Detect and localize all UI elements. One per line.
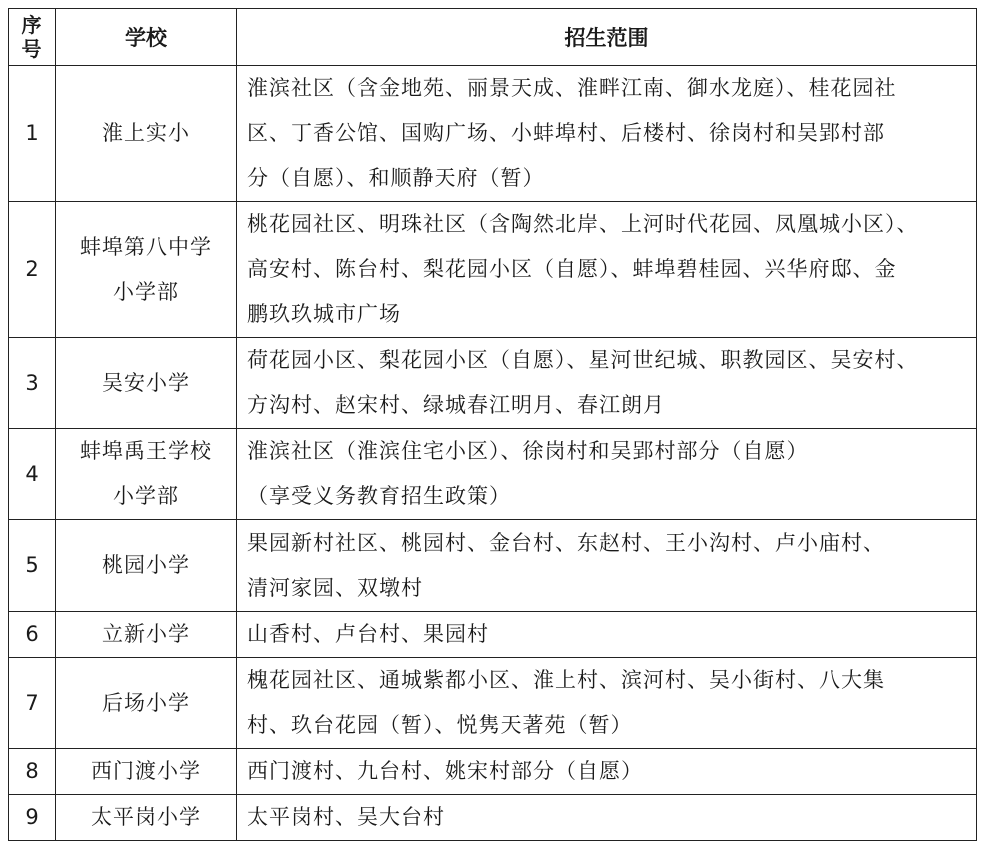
table-row (9, 795, 977, 841)
row-number: 8 (9, 749, 56, 795)
school-name (56, 795, 237, 841)
table-row (9, 66, 977, 202)
row-number: 7 (9, 658, 56, 749)
school-name-line: 吴安小学 (102, 370, 190, 395)
enrollment-scope (237, 202, 977, 338)
school-name-line: 蚌埠第八中学 (80, 234, 212, 259)
school-name-line: 太平岗小学 (91, 805, 201, 829)
header-school: 学校 (56, 9, 237, 66)
row-number: 3 (9, 338, 56, 429)
school-name (56, 520, 237, 612)
scope-line: 槐花园社区、通城紫都小区、淮上村、滨河村、吴小街村、八大集 (247, 668, 885, 692)
header-scope: 招生范围 (237, 9, 977, 66)
enrollment-scope (237, 658, 977, 749)
scope-line: （享受义务教育招生政策） (247, 484, 511, 508)
header-seq-line: 序 (21, 13, 43, 37)
scope-line: 西门渡村、九台村、姚宋村部分（自愿） (247, 759, 643, 783)
scope-line: 分（自愿）、和顺静天府（暂） (247, 166, 545, 190)
header-seq (9, 9, 56, 66)
enrollment-scope (237, 429, 977, 520)
table-row (9, 749, 977, 795)
enrollment-scope (237, 338, 977, 429)
row-number: 2 (9, 202, 56, 338)
school-name-line: 西门渡小学 (91, 759, 201, 783)
school-name (56, 202, 237, 338)
table-row (9, 658, 977, 749)
school-name-line: 小学部 (113, 484, 179, 508)
scope-line: 清河家园、双墩村 (247, 575, 423, 600)
school-name-line: 桃园小学 (102, 553, 190, 577)
table-row (9, 202, 977, 338)
enrollment-scope (237, 520, 977, 612)
scope-line: 高安村、陈台村、梨花园小区（自愿）、蚌埠碧桂园、兴华府邸、金 (247, 257, 897, 281)
scope-line: 鹏玖玖城市广场 (247, 302, 401, 326)
scope-line: 区、丁香公馆、国购广场、小蚌埠村、后楼村、徐岗村和吴郢村部 (247, 121, 885, 145)
school-name (56, 658, 237, 749)
row-number: 1 (9, 66, 56, 202)
table-row (9, 338, 977, 429)
scope-line: 山香村、卢台村、果园村 (247, 622, 489, 646)
table-row (9, 429, 977, 520)
school-name-line: 淮上实小 (102, 121, 190, 145)
school-name (56, 612, 237, 658)
enrollment-scope (237, 749, 977, 795)
enrollment-scope (237, 66, 977, 202)
school-name-line: 小学部 (113, 279, 179, 304)
scope-line: 村、玖台花园（暂）、悦隽天著苑（暂） (247, 713, 633, 737)
school-name (56, 749, 237, 795)
enrollment-scope (237, 795, 977, 841)
scope-line: 太平岗村、吴大台村 (247, 805, 445, 829)
table-row (9, 520, 977, 612)
school-name (56, 338, 237, 429)
scope-line: 淮滨社区（淮滨住宅小区）、徐岗村和吴郢村部分（自愿） (247, 439, 809, 463)
row-number: 4 (9, 429, 56, 520)
school-name (56, 429, 237, 520)
scope-line: 荷花园小区、梨花园小区（自愿）、星河世纪城、职教园区、吴安村、 (247, 348, 919, 372)
table-header-row (9, 9, 977, 66)
row-number: 5 (9, 520, 56, 612)
school-name-line: 后场小学 (102, 690, 190, 715)
enrollment-table (8, 8, 977, 841)
school-name-line: 立新小学 (102, 622, 190, 646)
row-number: 6 (9, 612, 56, 658)
scope-line: 桃花园社区、明珠社区（含陶然北岸、上河时代花园、凤凰城小区）、 (247, 212, 919, 236)
enrollment-scope (237, 612, 977, 658)
table-row (9, 612, 977, 658)
school-name-line: 蚌埠禹王学校 (80, 439, 212, 463)
scope-line: 淮滨社区（含金地苑、丽景天成、淮畔江南、御水龙庭）、桂花园社 (247, 76, 897, 100)
school-name (56, 66, 237, 202)
scope-line: 方沟村、赵宋村、绿城春江明月、春江朗月 (247, 393, 665, 417)
row-number: 9 (9, 795, 56, 841)
scope-line: 果园新村社区、桃园村、金台村、东赵村、王小沟村、卢小庙村、 (247, 530, 885, 555)
header-seq-line: 号 (21, 37, 43, 61)
